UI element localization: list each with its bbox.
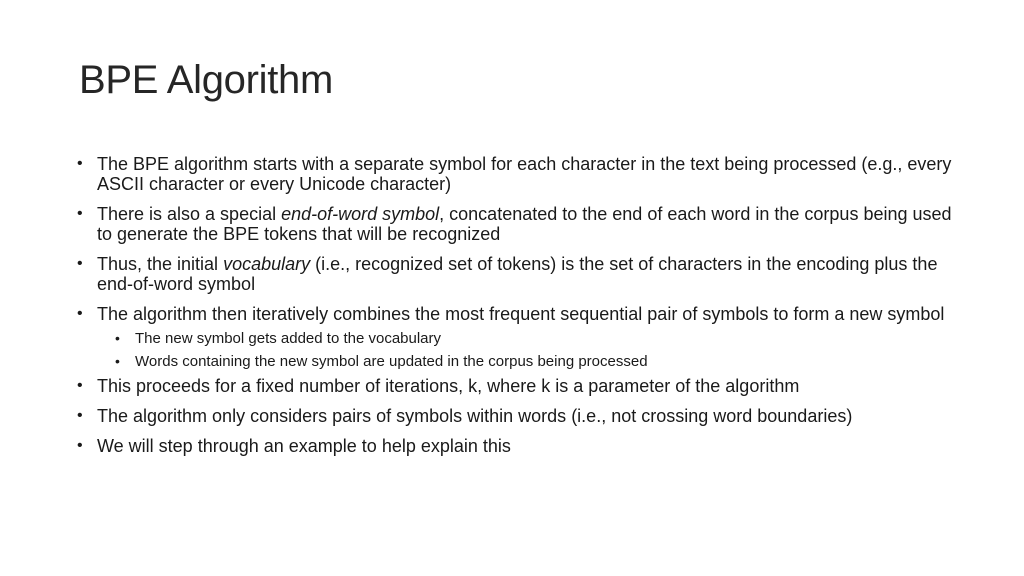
bullet-item [77, 304, 957, 370]
bullet-item [77, 154, 957, 194]
bullet-text: This proceeds for a fixed number of iterations, k, where k is a parameter of the algorithm [97, 376, 800, 396]
slide-title: BPE Algorithm [79, 58, 333, 102]
bullet-text-pre: Thus, the initial [97, 254, 224, 274]
sub-bullet-text: The new symbol gets added to the vocabulary [135, 330, 442, 347]
sub-bullet-text: Words containing the new symbol are updated in the corpus being processed [135, 353, 648, 370]
bullet-item [77, 406, 957, 426]
bullet-text-emphasis: vocabulary [223, 254, 311, 274]
bullet-text-emphasis: end-of-word symbol [281, 204, 440, 224]
sub-bullet-item [115, 330, 957, 347]
bullet-text: The BPE algorithm starts with a separate symbol for each character in the text being processed (e.g., every ASCII character or every Unicode character) [97, 154, 952, 194]
bullet-text: The algorithm then iteratively combines the most frequent sequential pair of symbols to form a new symbol [97, 304, 945, 324]
bullet-text-pre: There is also a special [97, 204, 282, 224]
bullet-text: The algorithm only considers pairs of symbols within words (i.e., not crossing word boundaries) [97, 406, 853, 426]
bullet-item [77, 376, 957, 396]
bullet-item [77, 436, 957, 456]
bullet-text: We will step through an example to help explain this [97, 436, 511, 456]
sub-bullet-list [115, 330, 957, 370]
bullet-text-post: , concatenated to the end of each word in the corpus being used to generate the BPE tokens that will be recognized [97, 204, 952, 244]
bullet-item [77, 254, 957, 294]
bullet-item [77, 204, 957, 244]
bullet-text-post: (i.e., recognized set of tokens) is the set of characters in the encoding plus the end-of-word symbol [97, 254, 938, 294]
sub-bullet-item [115, 353, 957, 370]
bullet-list [77, 154, 957, 466]
